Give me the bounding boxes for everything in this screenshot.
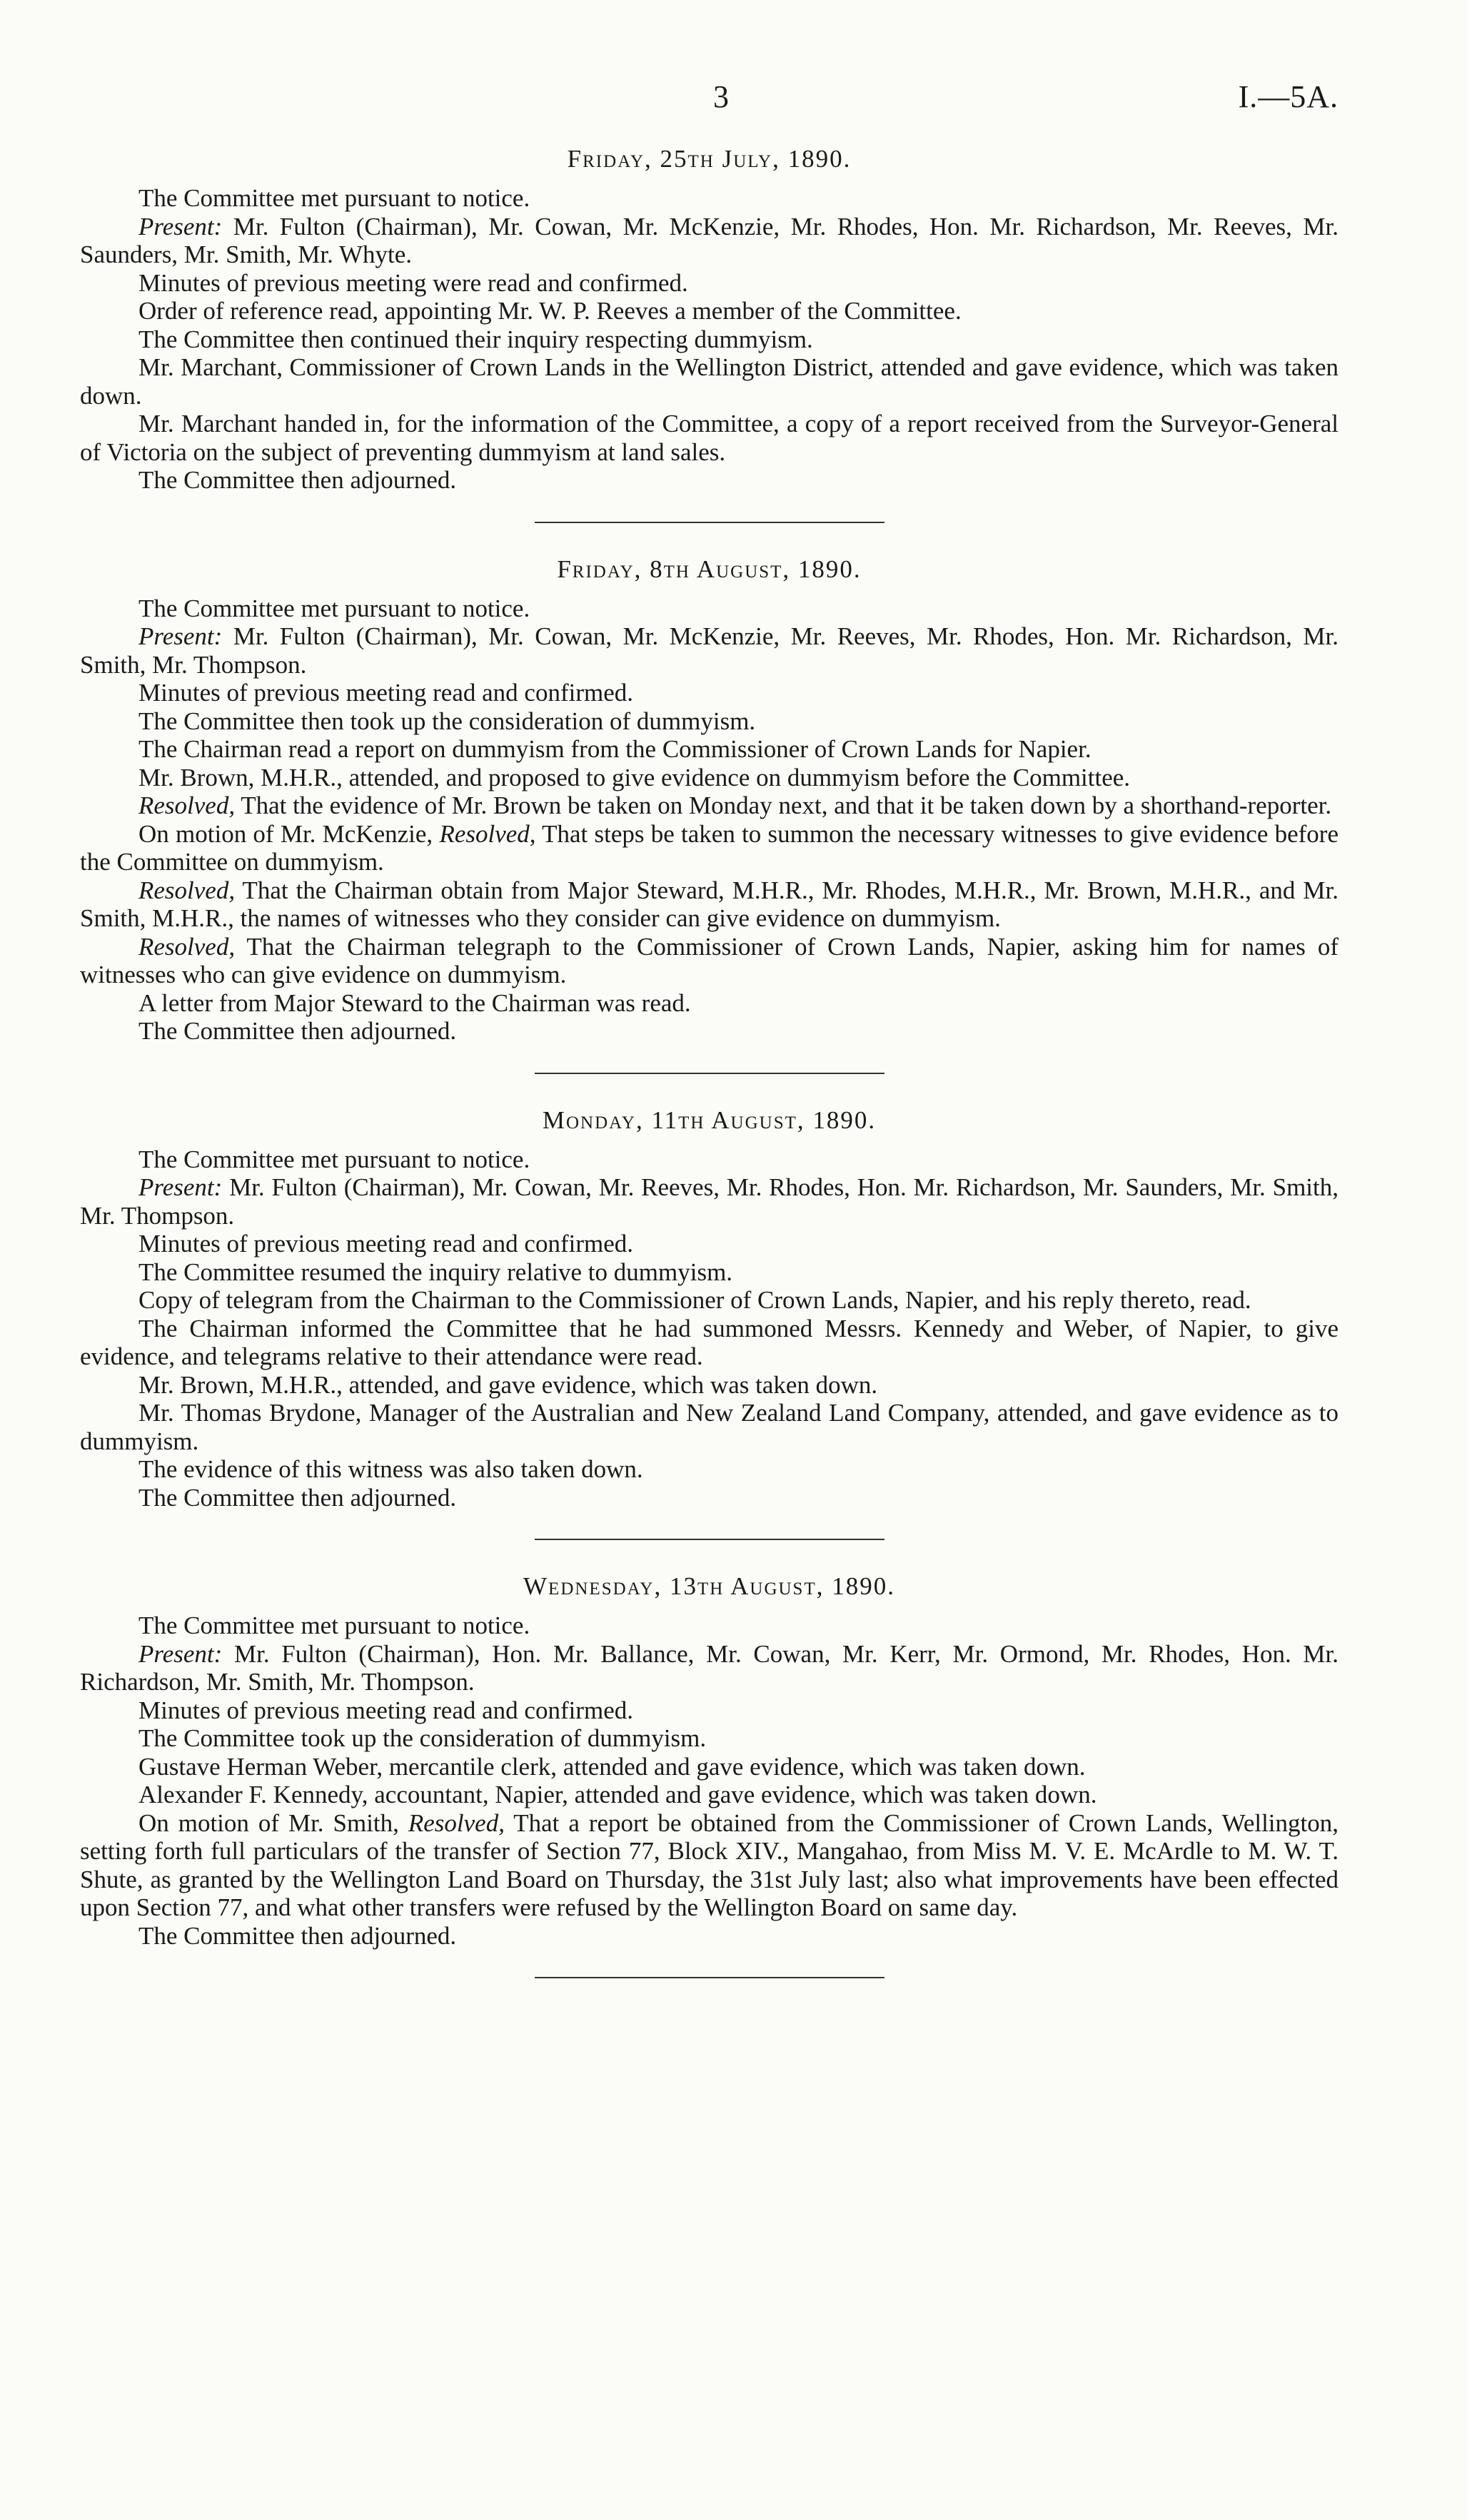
minutes-paragraph [80,1484,1339,1512]
paragraph-lead: Resolved, [439,819,536,848]
paragraph-text: The Committee met pursuant to notice. [138,1611,530,1639]
paragraph-lead: Resolved, [138,932,236,961]
paragraph-text: Minutes of previous meeting read and confirmed. [138,1230,633,1258]
meeting-section [80,553,1339,1074]
minutes-paragraph [80,1230,1339,1258]
paragraph-text: That the Chairman telegraph to the Commissioner of Crown Lands, Napier, asking him for names of witnesses who can give evidence on dummyism. [80,932,1339,988]
paragraph-text: Order of reference read, appointing Mr. W. P. Reeves a member of the Committee. [138,297,962,325]
paragraph-text: The Chairman read a report on dummyism from the Commissioner of Crown Lands for Napier. [138,735,1092,763]
paragraph-text: The Committee then adjourned. [138,466,457,494]
paragraph-text: Copy of telegram from the Chairman to the Commissioner of Crown Lands, Napier, and his reply thereto, read. [138,1286,1251,1314]
minutes-paragraph [80,1173,1339,1230]
paragraph-text: The evidence of this witness was also taken down. [138,1455,643,1483]
paragraph-text: Minutes of previous meeting read and confirmed. [138,1696,633,1724]
meeting-heading: Friday, 25th July, 1890. [567,145,852,173]
minutes-paragraph [80,1753,1339,1781]
minutes-paragraph [80,410,1339,466]
minutes-paragraph [80,269,1339,298]
paragraph-text: Mr. Marchant, Commissioner of Crown Lands in the Wellington District, attended and gave evidence, which was taken down. [80,353,1339,410]
paragraph-text: Mr. Fulton (Chairman), Mr. Cowan, Mr. McKenzie, Mr. Reeves, Mr. Rhodes, Hon. Mr. Richardson, Mr. Smith, Mr. Thompson. [80,622,1339,679]
paragraph-text: The Committee then adjourned. [138,1483,457,1512]
paragraph-text: The Committee then continued their inquiry respecting dummyism. [138,325,813,353]
paragraph-text: Alexander F. Kennedy, accountant, Napier, attended and gave evidence, which was taken down. [138,1781,1097,1808]
meeting-section [80,143,1339,523]
paragraph-lead: Resolved, [138,876,236,904]
minutes-paragraph [80,353,1339,410]
minutes-paragraph [80,594,1339,623]
meeting-section [80,1104,1339,1541]
paragraph-text: Minutes of previous meeting were read and confirmed. [138,268,688,297]
minutes-paragraph [80,1145,1339,1174]
paragraph-text: That the Chairman obtain from Major Steward, M.H.R., Mr. Rhodes, M.H.R., Mr. Brown, M.H.R., and Mr. Smith, M.H.R., the names of witnesses who they consider can give evidence on dummyism. [80,876,1339,932]
paragraph-lead: Resolved, [138,791,236,819]
paragraph-prefix: On motion of Mr. McKenzie, [138,819,440,848]
paragraph-text: The Committee met pursuant to notice. [138,1145,530,1173]
section-divider [535,1977,884,1978]
paragraph-text: The Committee then adjourned. [138,1017,457,1045]
minutes-paragraph [80,1371,1339,1400]
minutes-paragraph [80,1286,1339,1315]
paragraph-text: That a report be obtained from the Commissioner of Crown Lands, Wellington, setting forth full particulars of the transfer of Section 77, Block XIV., Mangahao, from Miss M. V. E. McArdle to M. W. T. Shute, as granted by the Wellington Land Board on Thursday, the 31st July last; also what improvements have been effected upon Section 77, and what other transfers were refused by the Wellington Board on same day. [80,1808,1339,1921]
section-divider [535,522,884,523]
section-divider [535,1539,884,1540]
minutes-paragraph [80,1399,1339,1455]
minutes-paragraph [80,876,1339,933]
minutes-paragraph [80,1809,1339,1922]
minutes-paragraph [80,1724,1339,1753]
minutes-paragraph [80,1611,1339,1640]
paragraph-text: That the evidence of Mr. Brown be taken on Monday next, and that it be taken down by a shorthand-reporter. [235,791,1332,819]
minutes-paragraph [80,1258,1339,1287]
paragraph-lead: Present: [138,212,223,241]
minutes-paragraph [80,1017,1339,1046]
meeting-section [80,1570,1339,1978]
minutes-paragraph [80,707,1339,736]
paragraph-text: Mr. Fulton (Chairman), Mr. Cowan, Mr. Reeves, Mr. Rhodes, Hon. Mr. Richardson, Mr. Saunders, Mr. Smith, Mr. Thompson. [80,1173,1339,1230]
minutes-paragraph [80,1640,1339,1696]
paragraph-text: Minutes of previous meeting read and confirmed. [138,679,633,707]
paragraph-text: Mr. Brown, M.H.R., attended, and proposed to give evidence on dummyism before the Committee. [138,763,1131,791]
minutes-paragraph [80,1455,1339,1484]
paragraph-text: Mr. Fulton (Chairman), Mr. Cowan, Mr. McKenzie, Mr. Rhodes, Hon. Mr. Richardson, Mr. Reeves, Mr. Saunders, Mr. Smith, Mr. Whyte. [80,212,1339,268]
paragraph-text: Mr. Marchant handed in, for the information of the Committee, a copy of a report received from the Surveyor-General of Victoria on the subject of preventing dummyism at land sales. [80,410,1339,466]
paragraph-text: A letter from Major Steward to the Chairman was read. [138,988,691,1017]
paragraph-text: Mr. Fulton (Chairman), Hon. Mr. Ballance, Mr. Cowan, Mr. Kerr, Mr. Ormond, Mr. Rhodes, Hon. Mr. Richardson, Mr. Smith, Mr. Thompson. [80,1639,1339,1696]
section-divider [535,1073,884,1074]
minutes-paragraph [80,820,1339,876]
minutes-paragraph [80,989,1339,1018]
paragraph-lead: Present: [138,1639,223,1668]
minutes-paragraph [80,1781,1339,1809]
minutes-paragraph [80,933,1339,989]
minutes-paragraph [80,213,1339,269]
paragraph-text: The Committee met pursuant to notice. [138,184,530,212]
paragraph-text: The Committee then adjourned. [138,1921,457,1950]
minutes-paragraph [80,735,1339,764]
paragraph-lead: Resolved, [408,1808,505,1837]
minutes-paragraph [80,325,1339,354]
minutes-paragraph [80,1315,1339,1371]
minutes-paragraph [80,297,1339,325]
minutes-paragraph [80,791,1339,820]
paragraph-text: The Committee met pursuant to notice. [138,594,530,622]
minutes-paragraph [80,679,1339,707]
minutes-paragraph [80,466,1339,495]
paragraph-text: That steps be taken to summon the necessary witnesses to give evidence before the Committee on dummyism. [80,819,1339,876]
paragraph-text: Mr. Brown, M.H.R., attended, and gave evidence, which was taken down. [138,1370,878,1399]
minutes-paragraph [80,184,1339,213]
paragraph-text: Mr. Thomas Brydone, Manager of the Australian and New Zealand Land Company, attended, and gave evidence as to dummyism. [80,1399,1339,1455]
meeting-heading: Wednesday, 13th August, 1890. [523,1572,895,1600]
paragraph-text: The Chairman informed the Committee that he had summoned Messrs. Kennedy and Weber, of Napier, to give evidence, and telegrams relative to their attendance were read. [80,1314,1339,1370]
paragraph-prefix: On motion of Mr. Smith, [138,1808,408,1837]
meeting-heading: Monday, 11th August, 1890. [542,1105,877,1134]
minutes-paragraph [80,622,1339,679]
paragraph-text: The Committee then took up the consideration of dummyism. [138,707,756,735]
paragraph-text: Gustave Herman Weber, mercantile clerk, attended and gave evidence, which was taken down. [138,1752,1086,1781]
minutes-body [80,143,1339,2008]
paragraph-text: The Committee took up the consideration of dummyism. [138,1724,707,1752]
paragraph-lead: Present: [138,1173,223,1201]
minutes-paragraph [80,1696,1339,1725]
minutes-paragraph [80,1922,1339,1950]
meeting-heading: Friday, 8th August, 1890. [557,555,862,583]
document-reference: I.—5A. [1238,79,1339,114]
page-number: 3 [713,79,729,114]
minutes-paragraph [80,764,1339,792]
paragraph-lead: Present: [138,622,223,650]
paragraph-text: The Committee resumed the inquiry relative to dummyism. [138,1258,733,1286]
